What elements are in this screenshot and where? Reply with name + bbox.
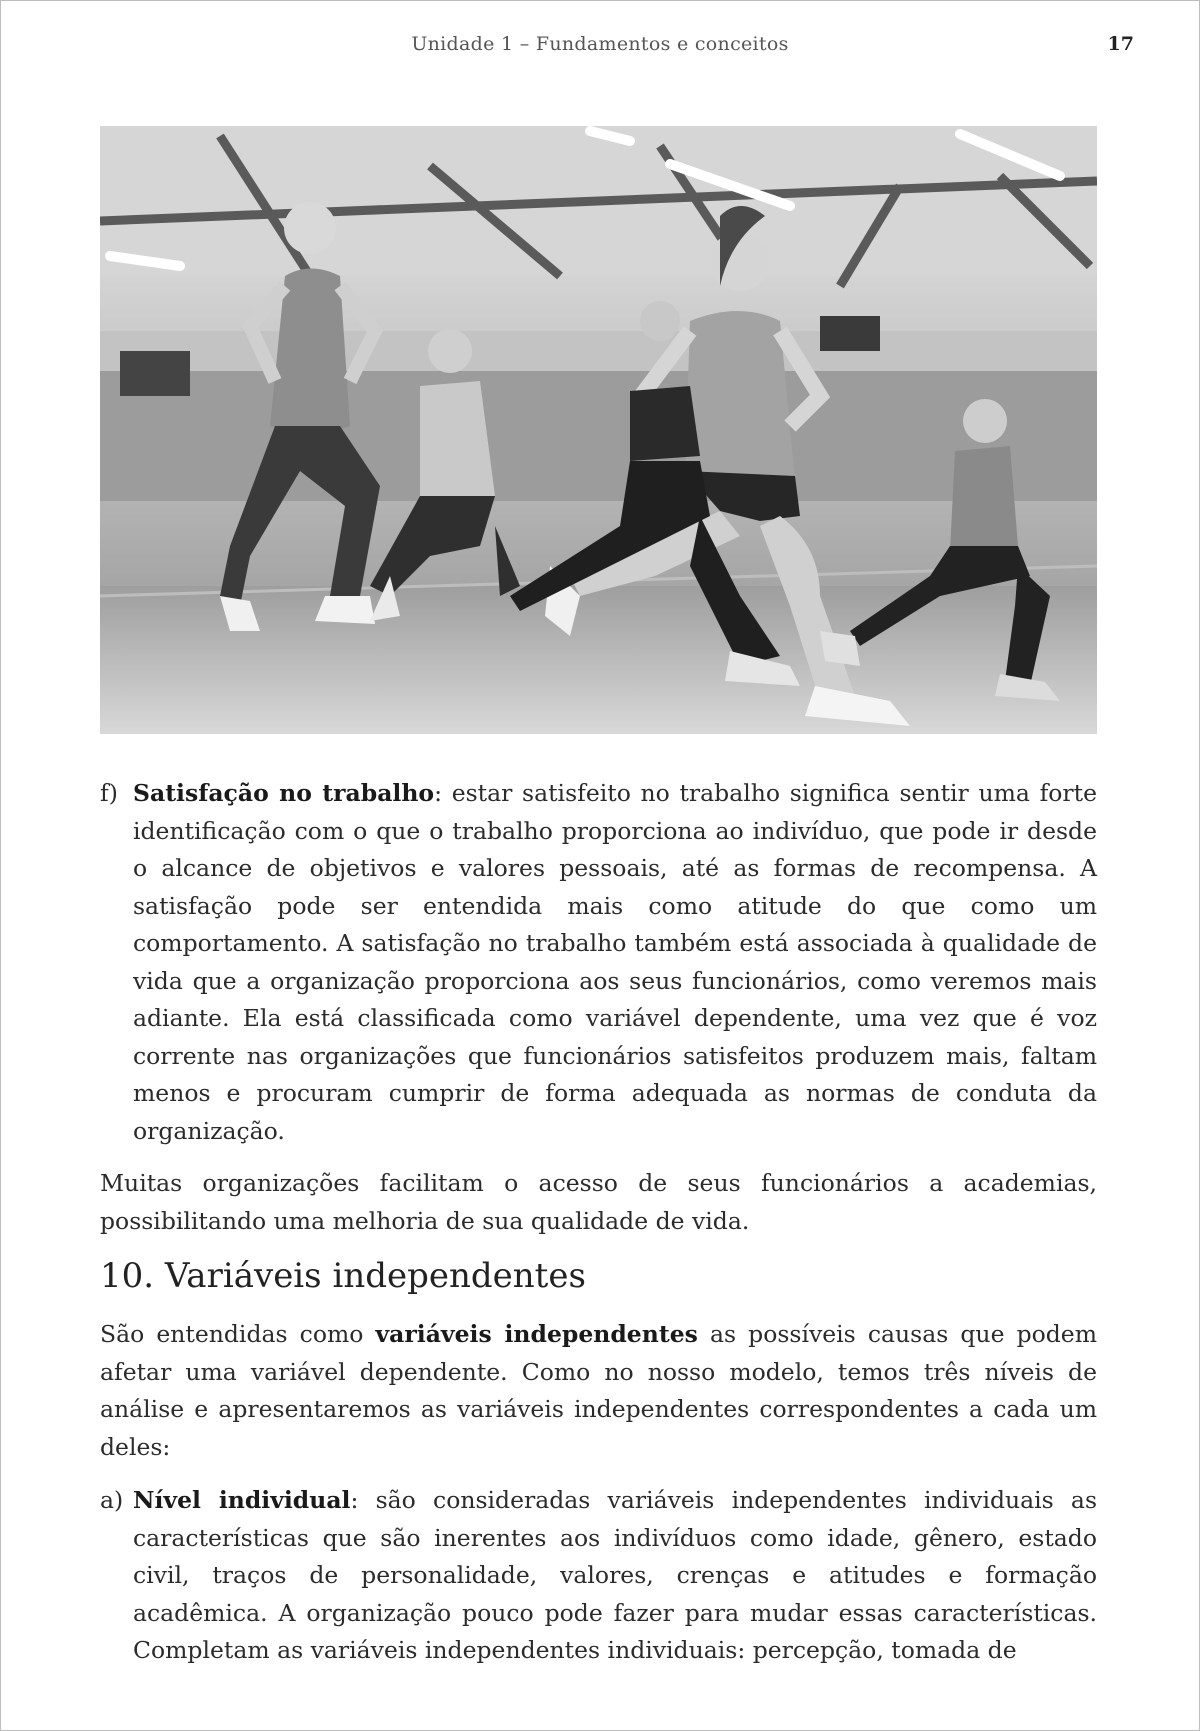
page-number: 17	[1107, 33, 1134, 55]
item-a-text: : são consideradas variáveis independentes individuais as características que são inerentes aos indivíduos como idade, gênero, estado civil, traços de personalidade, valores, crenças e atitudes e formação acadêmica. A organização pouco pode fazer para mudar essas características. Completam as variáveis independentes individuais: percepção, tomada de	[133, 1486, 1097, 1664]
photo-illustration	[100, 126, 1097, 734]
intro-before: São entendidas como	[100, 1320, 376, 1348]
list-marker: f)	[100, 779, 118, 807]
fitness-class-photo	[100, 126, 1097, 734]
item-f-text: : estar satisfeito no trabalho significa sentir uma forte identificação com o que o trabalho proporciona ao indivíduo, que pode ir desde o alcance de objetivos e valores pessoais, até as formas de recompensa. A satisfação pode ser entendida mais como atitude do que como um comportamento. A satisfação no trabalho também está associada à qualidade de vida que a organização proporciona aos seus funcionários, como veremos mais adiante. Ela está classificada como variável dependente, uma vez que é voz corrente nas organizações que funcionários satisfeitos produzem mais, faltam menos e procuram cumprir de forma adequada as normas de conduta da organização.	[133, 779, 1098, 1145]
term-nivel-individual: Nível individual	[133, 1486, 351, 1514]
body-text	[100, 775, 1097, 1670]
section-intro	[100, 1316, 1097, 1466]
term-satisfacao: Satisfação no trabalho	[133, 779, 435, 807]
term-variaveis-independentes: variáveis independentes	[375, 1320, 698, 1348]
list-item-f	[100, 775, 1097, 1150]
intro-after: as possíveis causas que podem afetar uma variável dependente. Como no nosso modelo, temos três níveis de análise e apresentaremos as variáveis independentes correspondentes a cada um deles:	[100, 1320, 1097, 1461]
running-header: Unidade 1 – Fundamentos e conceitos	[411, 33, 789, 55]
paragraph-academias: Muitas organizações facilitam o acesso de seus funcionários a academias, possibilitando uma melhoria de sua qualidade de vida.	[100, 1169, 1097, 1235]
list-item-a	[100, 1482, 1097, 1670]
list-marker: a)	[100, 1486, 124, 1514]
section-heading: 10. Variáveis independentes	[100, 1256, 586, 1296]
